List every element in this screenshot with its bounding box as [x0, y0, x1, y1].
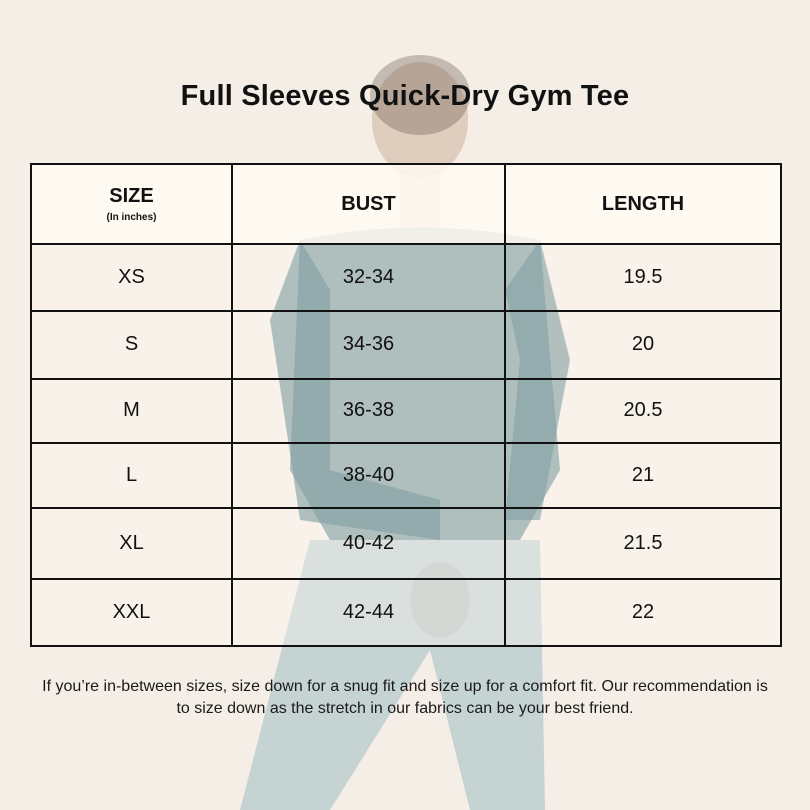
cell-bust: 40-42 [232, 508, 505, 578]
header-size-unit: (In inches) [106, 212, 157, 223]
cell-length: 22 [505, 579, 781, 646]
cell-length: 20.5 [505, 379, 781, 443]
cell-bust: 32-34 [232, 244, 505, 311]
cell-bust: 34-36 [232, 311, 505, 378]
header-size [31, 164, 232, 244]
header-size-label: SIZE [109, 185, 154, 207]
fit-recommendation-note: If you’re in-between sizes, size down for a snug fit and size up for a comfort fit. Our recommendation is to size down as the stretch in our fabrics can be your best friend. [42, 678, 768, 717]
table-row [31, 311, 781, 378]
cell-length: 19.5 [505, 244, 781, 311]
cell-size: L [31, 443, 232, 508]
table-row [31, 244, 781, 311]
table-row [31, 443, 781, 508]
cell-bust: 42-44 [232, 579, 505, 646]
table-row [31, 508, 781, 578]
cell-size: XL [31, 508, 232, 578]
cell-size: S [31, 311, 232, 378]
page-title: Full Sleeves Quick-Dry Gym Tee [180, 80, 630, 112]
table-header-row [31, 164, 781, 244]
cell-length: 21 [505, 443, 781, 508]
header-bust: BUST [232, 164, 505, 244]
cell-bust: 38-40 [232, 443, 505, 508]
cell-bust: 36-38 [232, 379, 505, 443]
table-row [31, 579, 781, 646]
cell-size: XS [31, 244, 232, 311]
cell-length: 20 [505, 311, 781, 378]
header-length: LENGTH [505, 164, 781, 244]
cell-size: M [31, 379, 232, 443]
cell-size: XXL [31, 579, 232, 646]
size-chart-table [30, 163, 782, 647]
cell-length: 21.5 [505, 508, 781, 578]
table-row [31, 379, 781, 443]
